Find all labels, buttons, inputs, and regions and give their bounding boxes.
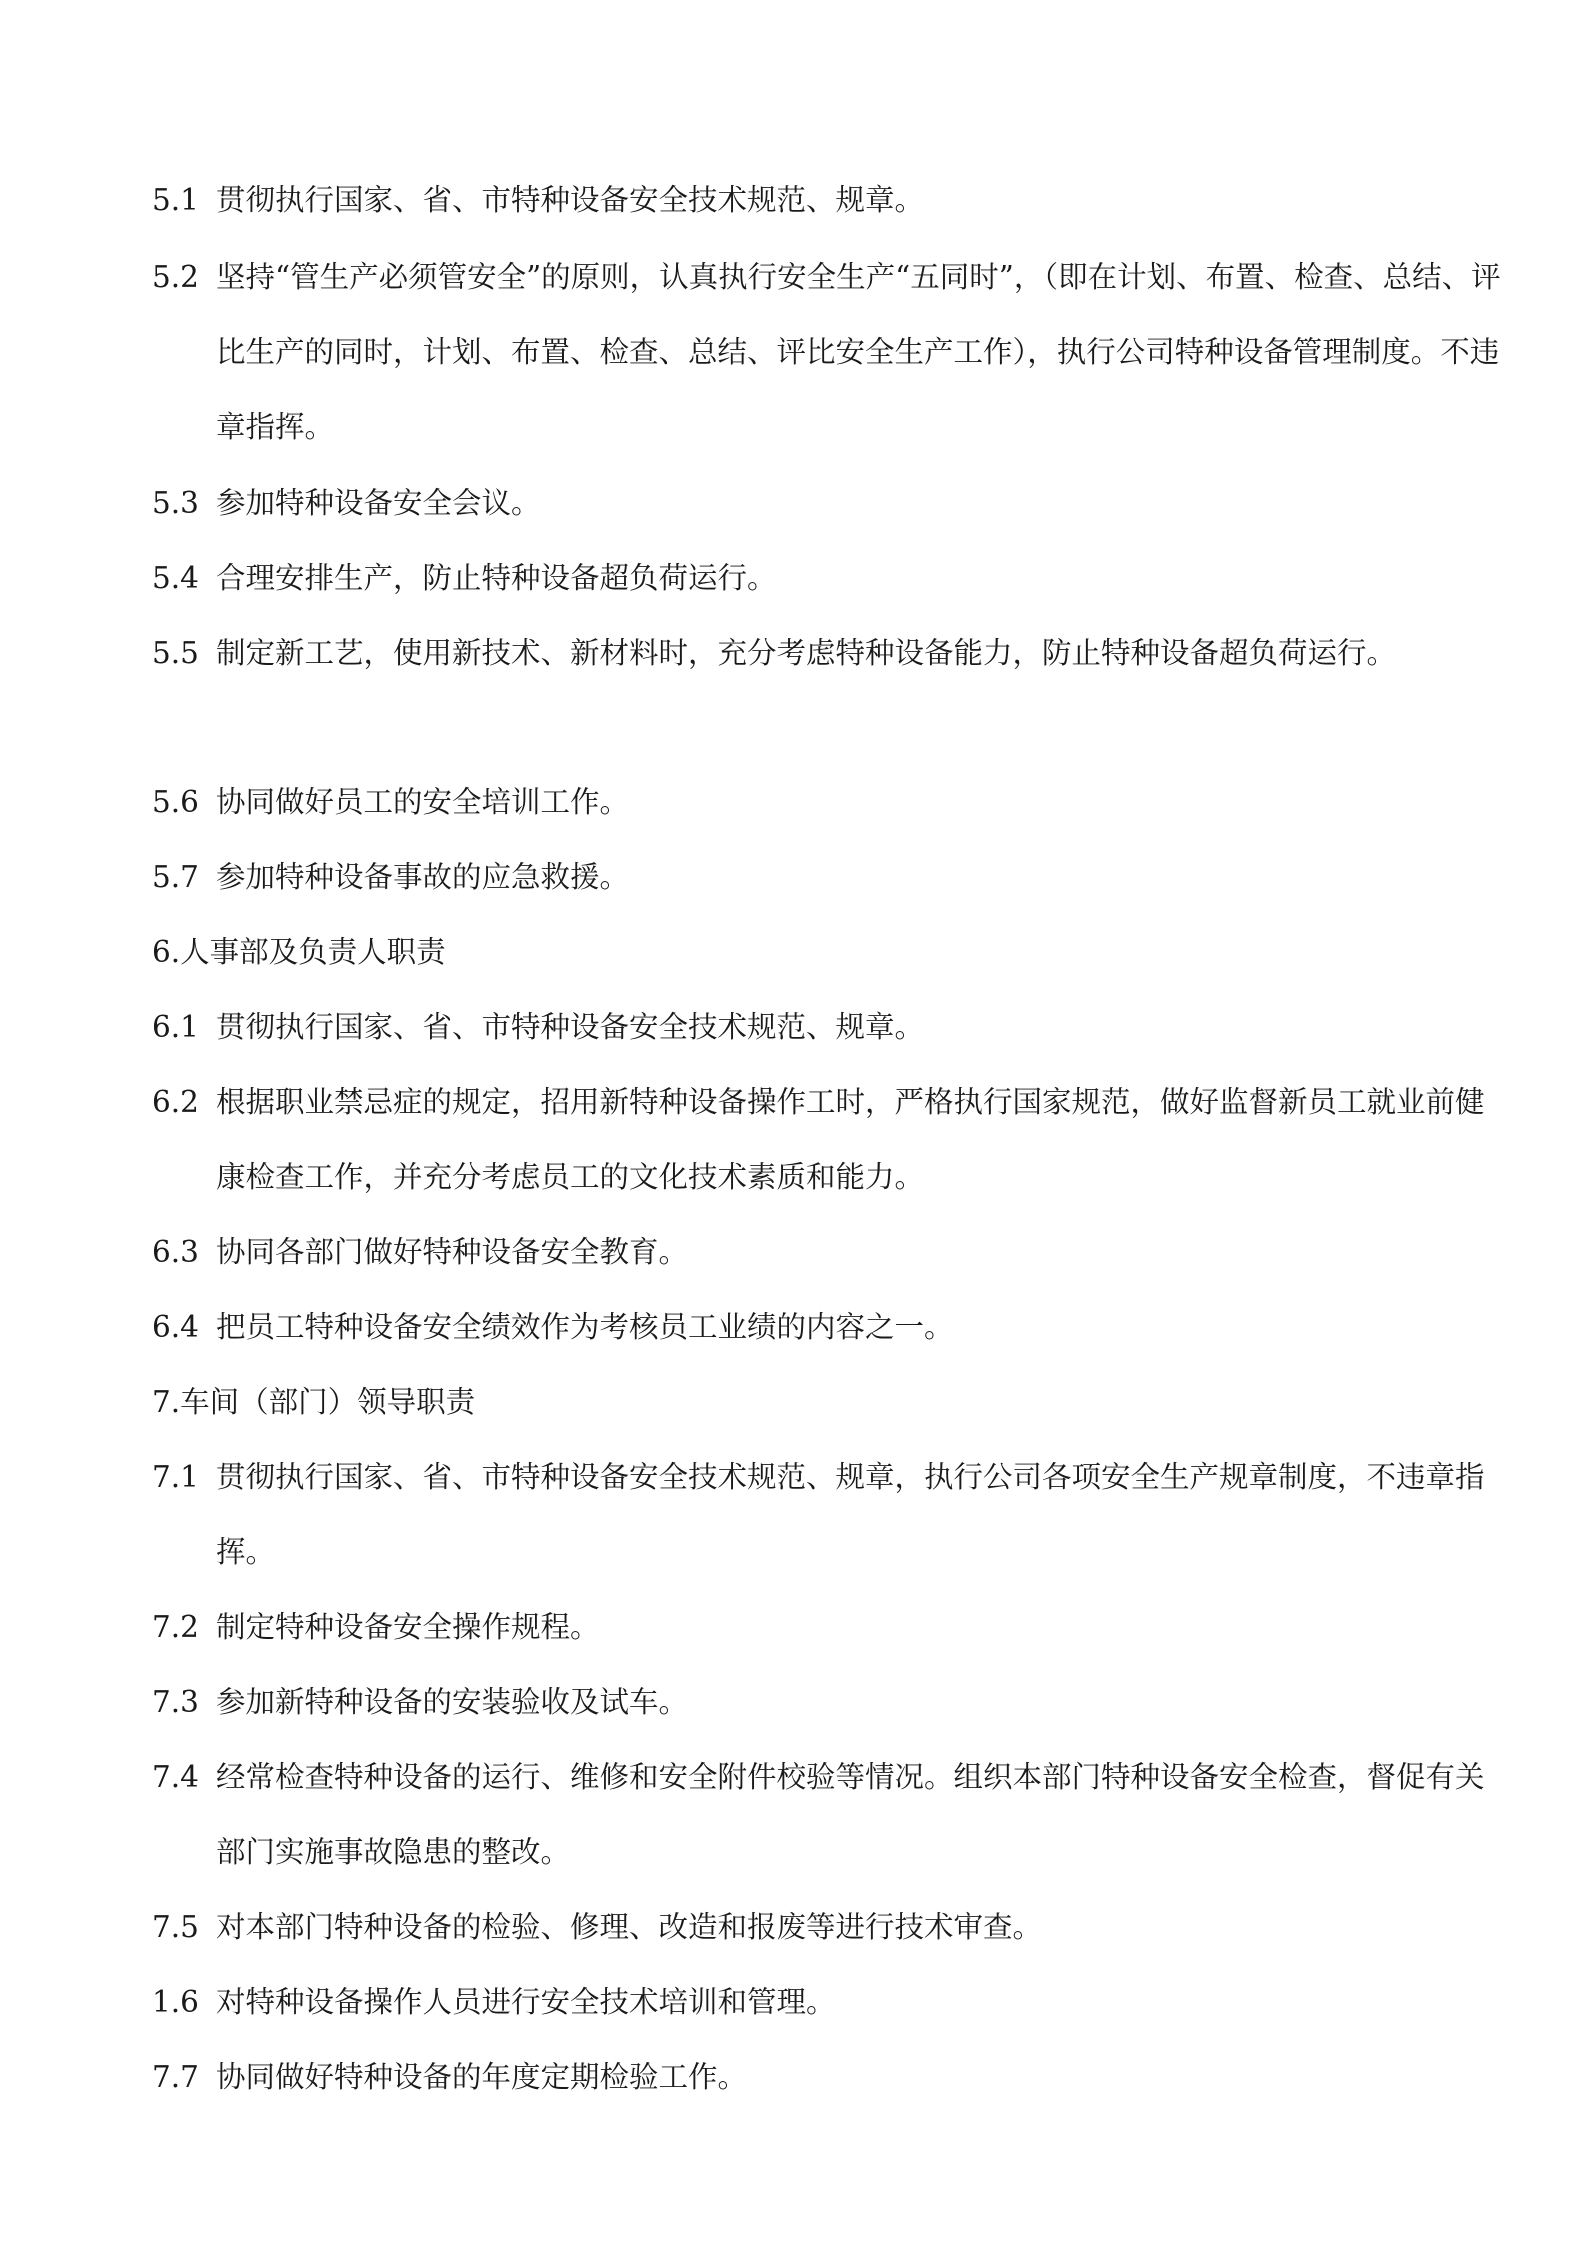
item-text: 协同做好特种设备的年度定期检验工作。 [216,2060,748,2094]
item-text: 贯彻执行国家、省、市特种设备安全技术规范、规章。 [216,1010,925,1044]
item-number: 5.2 [152,260,199,294]
item-5-7 [152,840,1506,915]
item-number: 5.4 [152,561,199,595]
item-5-2 [152,240,1506,465]
item-6-1 [152,990,1506,1065]
item-number: 6.1 [152,1010,199,1044]
item-text: 对特种设备操作人员进行安全技术培训和管理。 [216,1985,836,2019]
item-number: 1.6 [152,1985,199,2019]
item-text: 合理安排生产，防止特种设备超负荷运行。 [216,561,777,595]
item-7-7 [152,2040,1506,2115]
item-7-3 [152,1665,1506,1740]
item-7-5 [152,1890,1506,1965]
item-7-1 [152,1440,1506,1590]
item-5-4 [152,541,1506,616]
item-text: 协同做好员工的安全培训工作。 [216,785,630,819]
item-text: 制定特种设备安全操作规程。 [216,1610,600,1644]
item-text: 参加特种设备事故的应急救援。 [216,860,630,894]
item-text: 贯彻执行国家、省、市特种设备安全技术规范、规章，执行公司各项安全生产规章制度，不违章指挥。 [216,1460,1485,1569]
item-text: 经常检查特种设备的运行、维修和安全附件校验等情况。组织本部门特种设备安全检查，督促有关部门实施事故隐患的整改。 [216,1760,1485,1869]
item-text: 把员工特种设备安全绩效作为考核员工业绩的内容之一。 [216,1310,954,1344]
item-5-5 [152,616,1506,691]
item-text: 贯彻执行国家、省、市特种设备安全技术规范、规章。 [216,183,925,217]
item-6-4 [152,1290,1506,1365]
item-number: 7.2 [152,1610,199,1644]
item-number: 5.5 [152,636,199,670]
item-text: 制定新工艺，使用新技术、新材料时，充分考虑特种设备能力，防止特种设备超负荷运行。 [216,636,1397,670]
item-6-2 [152,1065,1506,1215]
item-number: 7.5 [152,1910,199,1944]
item-number: 5.6 [152,785,199,819]
item-text: 坚持“管生产必须管安全”的原则，认真执行安全生产“五同时”，（即在计划、布置、检查、总结、评比生产的同时，计划、布置、检查、总结、评比安全生产工作），执行公司特种设备管理制度。不违章指挥。 [216,260,1501,444]
item-5-1 [152,163,1506,238]
item-text: 根据职业禁忌症的规定，招用新特种设备操作工时，严格执行国家规范，做好监督新员工就业前健康检查工作，并充分考虑员工的文化技术素质和能力。 [216,1085,1485,1194]
item-7-2 [152,1590,1506,1665]
item-number: 6.2 [152,1085,199,1119]
item-5-6 [152,765,1506,840]
item-number: 5.3 [152,486,199,520]
item-7-6 [152,1965,1506,2040]
item-number: 7.3 [152,1685,199,1719]
item-text: 参加新特种设备的安装验收及试车。 [216,1685,689,1719]
section-heading-6: 6.人事部及负责人职责 [152,935,446,969]
item-5-3 [152,466,1506,541]
item-6-3 [152,1215,1506,1290]
item-text: 协同各部门做好特种设备安全教育。 [216,1235,689,1269]
item-number: 7.1 [152,1460,199,1494]
item-number: 5.1 [152,183,199,217]
item-number: 6.4 [152,1310,199,1344]
item-number: 7.7 [152,2060,199,2094]
item-7-4 [152,1740,1506,1890]
item-text: 对本部门特种设备的检验、修理、改造和报废等进行技术审查。 [216,1910,1043,1944]
item-text: 参加特种设备安全会议。 [216,486,541,520]
item-number: 7.4 [152,1760,199,1794]
item-number: 6.3 [152,1235,199,1269]
section-heading-7: 7.车间（部门）领导职责 [152,1385,476,1419]
item-number: 5.7 [152,860,199,894]
